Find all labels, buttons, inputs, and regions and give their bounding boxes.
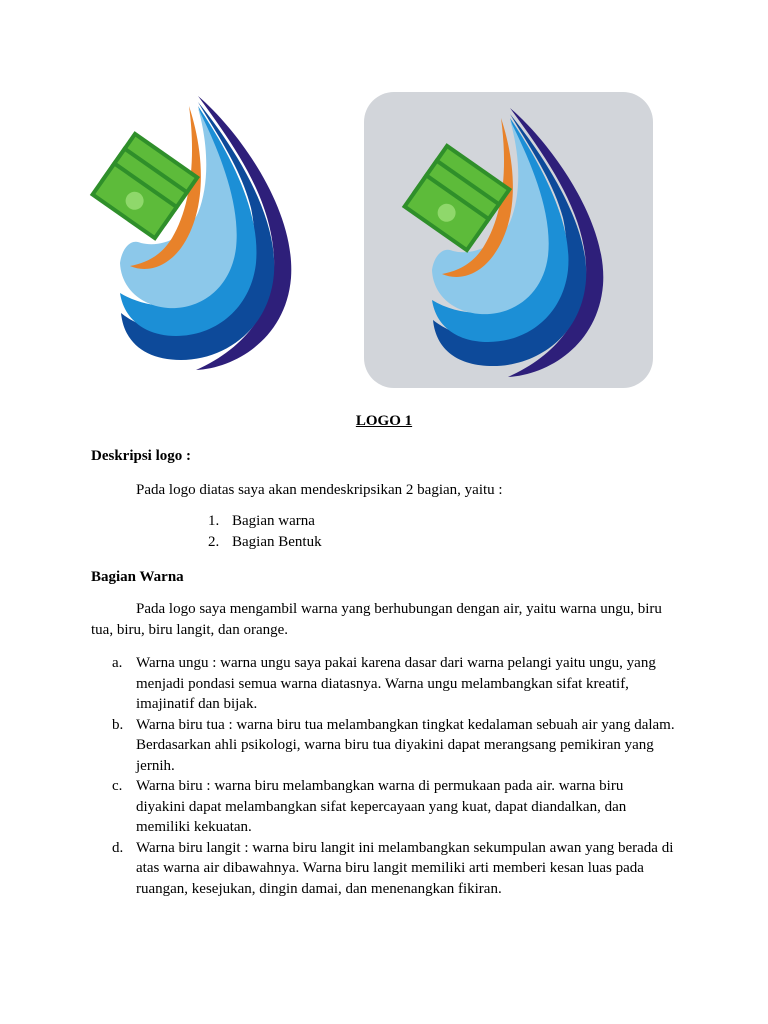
- numbered-list: [208, 511, 322, 553]
- text-line: memiliki kekuatan.: [136, 819, 252, 835]
- section-heading: Bagian Warna: [91, 569, 184, 585]
- color-paragraph-line2: tua, biru, biru langit, dan orange.: [91, 622, 289, 638]
- list-item-text: [136, 776, 692, 838]
- text-line: Warna biru tua : warna biru tua melambangkan tingkat kedalaman sebuah air yang dalam.: [136, 716, 675, 733]
- text-line: menjadi pondasi semua warna diatasnya. Warna ungu melambangkan sifat kreatif,: [136, 675, 629, 692]
- list-item: [112, 715, 692, 777]
- list-item-text: [136, 653, 692, 715]
- list-item: [112, 653, 692, 715]
- list-item-label: Bagian Bentuk: [232, 534, 322, 550]
- description-heading: Deskripsi logo :: [91, 448, 192, 464]
- water-drop-money-logo: [86, 88, 316, 388]
- text-line: Warna biru : warna biru melambangkan warna di permukaan pada air. warna biru: [136, 778, 624, 794]
- list-item-text: [136, 715, 692, 777]
- list-item-text: [136, 838, 692, 900]
- list-marker: b.: [112, 716, 124, 733]
- text-line: diyakini dapat melambangkan sifat kepercayaan yang kuat, dapat diandalkan, dan: [136, 798, 627, 815]
- list-item: [208, 511, 322, 532]
- list-item-label: Bagian warna: [232, 513, 315, 529]
- text-line: imajinatif dan bijak.: [136, 696, 258, 712]
- text-line: jernih.: [136, 757, 175, 774]
- list-marker: 1.: [208, 513, 220, 529]
- list-marker: d.: [112, 839, 124, 856]
- color-list: [112, 653, 692, 899]
- text-line: atas warna air dibawahnya. Warna biru langit memiliki arti memberi kesan luas pada: [136, 860, 644, 876]
- list-marker: 2.: [208, 534, 220, 550]
- logo-title: LOGO 1: [355, 413, 413, 429]
- text-line: Berdasarkan ahli psikologi, warna biru tua diyakini dapat merangsang pemikiran yang: [136, 737, 654, 753]
- list-marker: a.: [112, 655, 123, 671]
- color-paragraph-line1: Pada logo saya mengambil warna yang berhubungan dengan air, yaitu warna ungu, biru: [136, 601, 662, 617]
- text-line: Warna ungu : warna ungu saya pakai karena dasar dari warna pelangi yaitu ungu, yang: [136, 655, 656, 671]
- list-item: [208, 532, 322, 553]
- list-item: [112, 776, 692, 838]
- water-drop-money-logo-icon: [398, 100, 628, 390]
- text-line: ruangan, kesejukan, dingin damai, dan menenangkan fikiran.: [136, 880, 502, 897]
- list-item: [112, 838, 692, 900]
- text-line: Warna biru langit : warna biru langit ini melambangkan sekumpulan awan yang berada di: [136, 839, 674, 856]
- intro-paragraph: Pada logo diatas saya akan mendeskripsikan 2 bagian, yaitu :: [136, 482, 503, 498]
- list-marker: c.: [112, 778, 123, 794]
